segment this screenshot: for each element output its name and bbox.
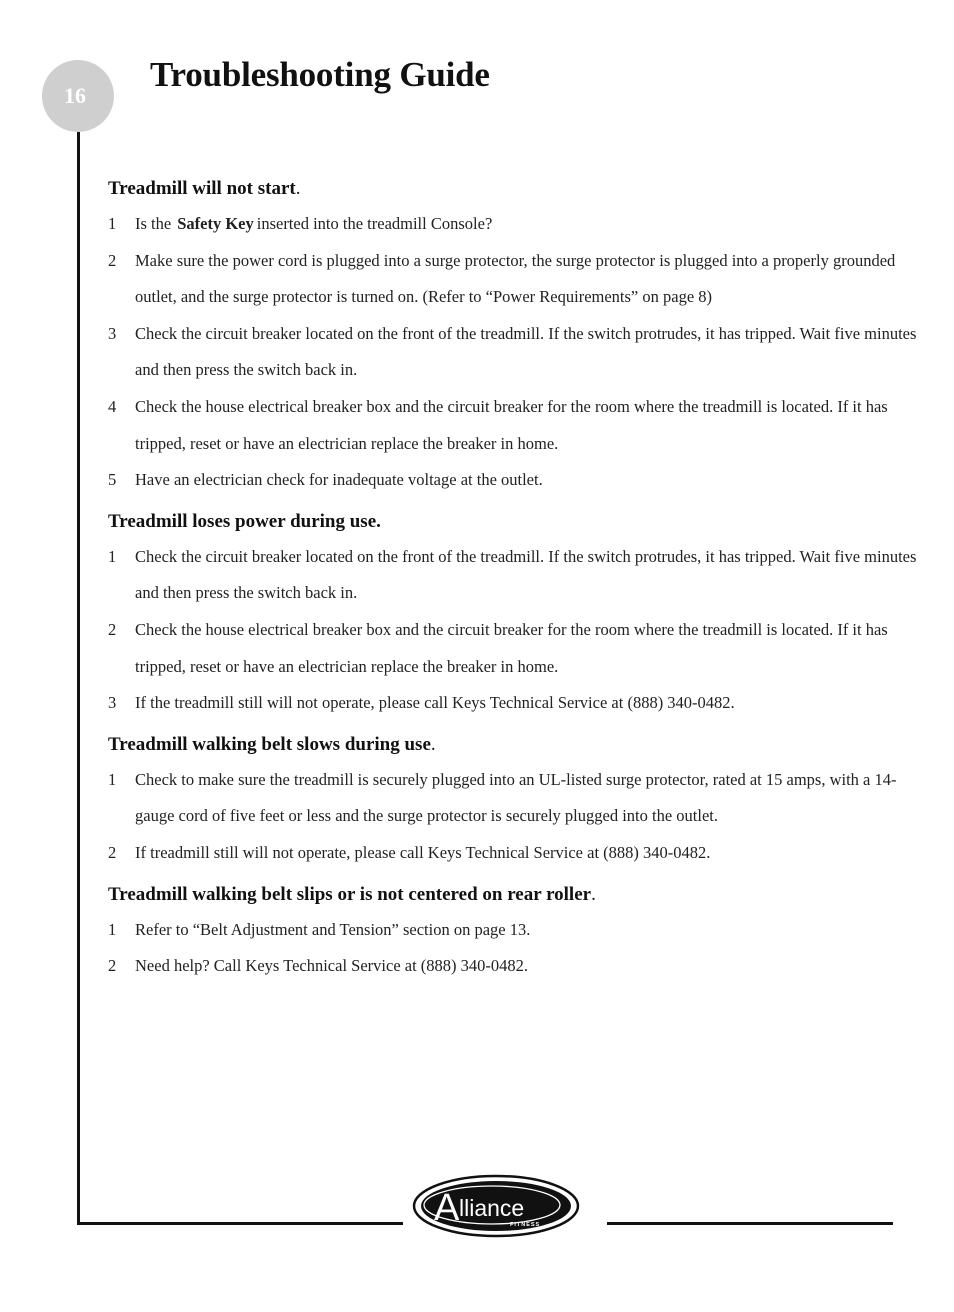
step-text: Check the house electrical breaker box and the circuit breaker for the room where the treadmill is located. If it has tripped, reset or have an electrician replace the breaker in home. — [135, 619, 888, 676]
troubleshooting-content — [108, 172, 920, 991]
section-loses-power — [108, 505, 920, 722]
page-number-badge — [42, 60, 114, 132]
step-item — [108, 762, 920, 835]
step-number: 3 — [108, 323, 117, 343]
step-number: 2 — [108, 619, 117, 639]
step-item — [108, 206, 920, 243]
section-heading: Treadmill walking belt slips or is not centered on rear roller. — [108, 883, 596, 905]
step-text: Refer to “Belt Adjustment and Tension” section on page 13. — [135, 919, 531, 939]
step-item — [108, 539, 920, 612]
section-heading: Treadmill loses power during use. — [108, 510, 381, 532]
step-list — [108, 539, 920, 722]
step-list — [108, 762, 920, 872]
step-text: Make sure the power cord is plugged into a surge protector, the surge protector is plugged into a properly grounded outlet, and the surge protector is turned on. (Refer to “Power Requirements” on page 8) — [135, 250, 896, 307]
footer-rule-right — [607, 1222, 893, 1225]
section-heading: Treadmill will not start. — [108, 178, 301, 199]
step-number: 3 — [108, 693, 117, 713]
step-text: Have an electrician check for inadequate voltage at the outlet. — [135, 470, 543, 490]
step-text: Check to make sure the treadmill is securely plugged into an UL-listed surge protector, rated at 15 amps, with a 14-gauge cord of five feet or less and the surge protector is securely plugged into the outlet. — [135, 769, 897, 826]
step-item — [108, 612, 920, 685]
step-number: 2 — [108, 842, 117, 862]
step-number: 4 — [108, 396, 117, 416]
step-list — [108, 206, 920, 499]
section-will-not-start — [108, 172, 920, 499]
step-text: Is the Safety Key inserted into the treadmill Console? — [135, 214, 493, 233]
step-item — [108, 912, 920, 949]
page-title: Troubleshooting Guide — [150, 55, 490, 94]
step-item — [108, 948, 920, 985]
svg-text:A: A — [434, 1187, 460, 1229]
left-border-rule — [77, 132, 80, 1225]
page-number: 16 — [64, 83, 86, 108]
step-text: Check the circuit breaker located on the front of the treadmill. If the switch protrudes, it has tripped. Wait five minutes and then press the switch back in. — [135, 546, 917, 603]
footer-rule-left — [77, 1222, 403, 1225]
step-item — [108, 835, 920, 872]
section-belt-slows — [108, 728, 920, 872]
step-item — [108, 243, 920, 316]
step-number: 1 — [108, 919, 117, 939]
step-item — [108, 316, 920, 389]
step-text: If the treadmill still will not operate, please call Keys Technical Service at (888) 340-0482. — [135, 693, 735, 713]
step-number: 2 — [108, 250, 117, 270]
step-number: 1 — [108, 214, 117, 233]
step-item — [108, 685, 920, 722]
step-item — [108, 389, 920, 462]
step-number: 1 — [108, 769, 117, 789]
section-heading: Treadmill walking belt slows during use. — [108, 733, 436, 755]
step-number: 2 — [108, 956, 117, 976]
step-number: 1 — [108, 546, 117, 566]
step-text: Check the circuit breaker located on the front of the treadmill. If the switch protrudes, it has tripped. Wait five minutes and then press the switch back in. — [135, 323, 917, 380]
step-text: If treadmill still will not operate, please call Keys Technical Service at (888) 340-0482. — [135, 842, 711, 862]
step-text: Check the house electrical breaker box and the circuit breaker for the room where the treadmill is located. If it has tripped, reset or have an electrician replace the breaker in home. — [135, 396, 888, 453]
safety-key-label: Safety Key — [177, 214, 254, 233]
step-number: 5 — [108, 470, 117, 490]
svg-text:FITNESS: FITNESS — [510, 1222, 541, 1228]
step-item — [108, 462, 920, 499]
alliance-fitness-logo — [412, 1174, 580, 1238]
svg-text:lliance: lliance — [459, 1195, 525, 1221]
section-belt-slips — [108, 878, 920, 985]
step-text: Need help? Call Keys Technical Service at (888) 340-0482. — [135, 956, 529, 976]
step-list — [108, 912, 920, 985]
